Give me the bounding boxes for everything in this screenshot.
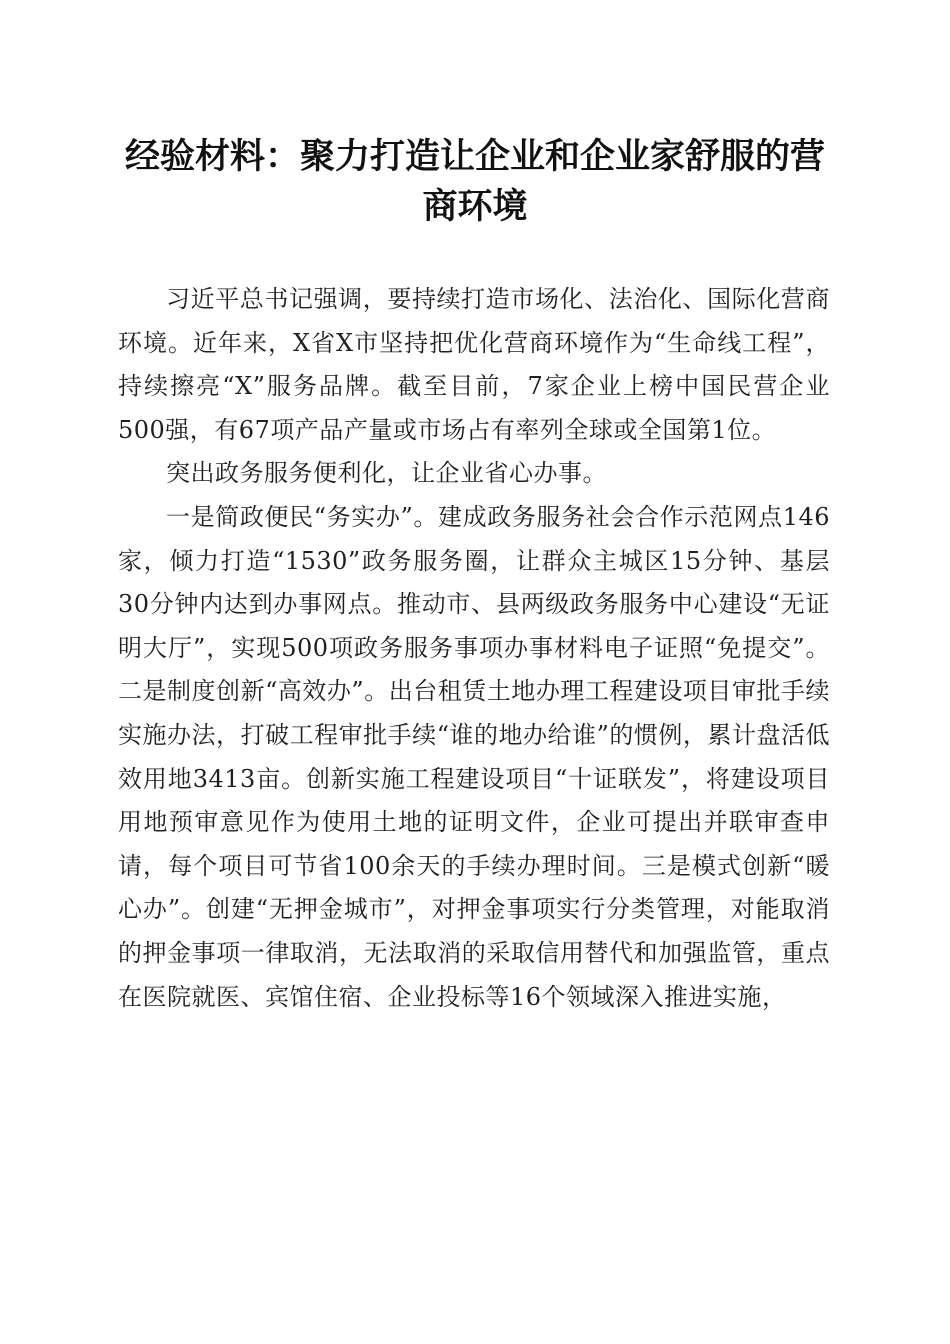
document-title: 经验材料：聚力打造让企业和企业家舒服的营商环境 — [124, 136, 825, 227]
section-heading-paragraph: 突出政务服务便利化，让企业省心办事。 — [166, 459, 607, 488]
detail-lead-text: 一是简政便民“务实办”。 — [166, 502, 438, 531]
document-body — [118, 278, 830, 1019]
detail-body-text: 建成政务服务社会合作示范网点146家，倾力打造“1530”政务服务圈，让群众主城区15分钟、基层30分钟内达到办事网点。推动市、县两级政务服务中心建设“无证明大厅”，实现500项政务服务事项办事材料电子证照“免提交”。二是制度创新“高效办”。出台租赁土地办理工程建设项目审批手续实施办法，打破工程审批手续“谁的地办给谁”的惯例，累计盘活低效用地3413亩。创新实施工程建设项目“十证联发”，将建设项目用地预审意见作为使用土地的证明文件，企业可提出并联审查申请，每个项目可节省100余天的手续办理时间。三是模式创新“暖心办”。创建“无押金城市”，对押金事项实行分类管理，对能取消的押金事项一律取消，无法取消的采取信用替代和加强监管，重点在医院就医、宾馆住宿、企业投标等16个领域深入推进实施， — [118, 502, 830, 1011]
intro-paragraph: 习近平总书记强调，要持续打造市场化、法治化、国际化营商环境。近年来，X省X市坚持把优化营商环境作为“生命线工程”，持续擦亮“X”服务品牌。截至目前，7家企业上榜中国民营企业500强，有67项产品产量或市场占有率列全球或全国第1位。 — [118, 285, 830, 444]
detail-paragraph — [118, 496, 830, 1019]
